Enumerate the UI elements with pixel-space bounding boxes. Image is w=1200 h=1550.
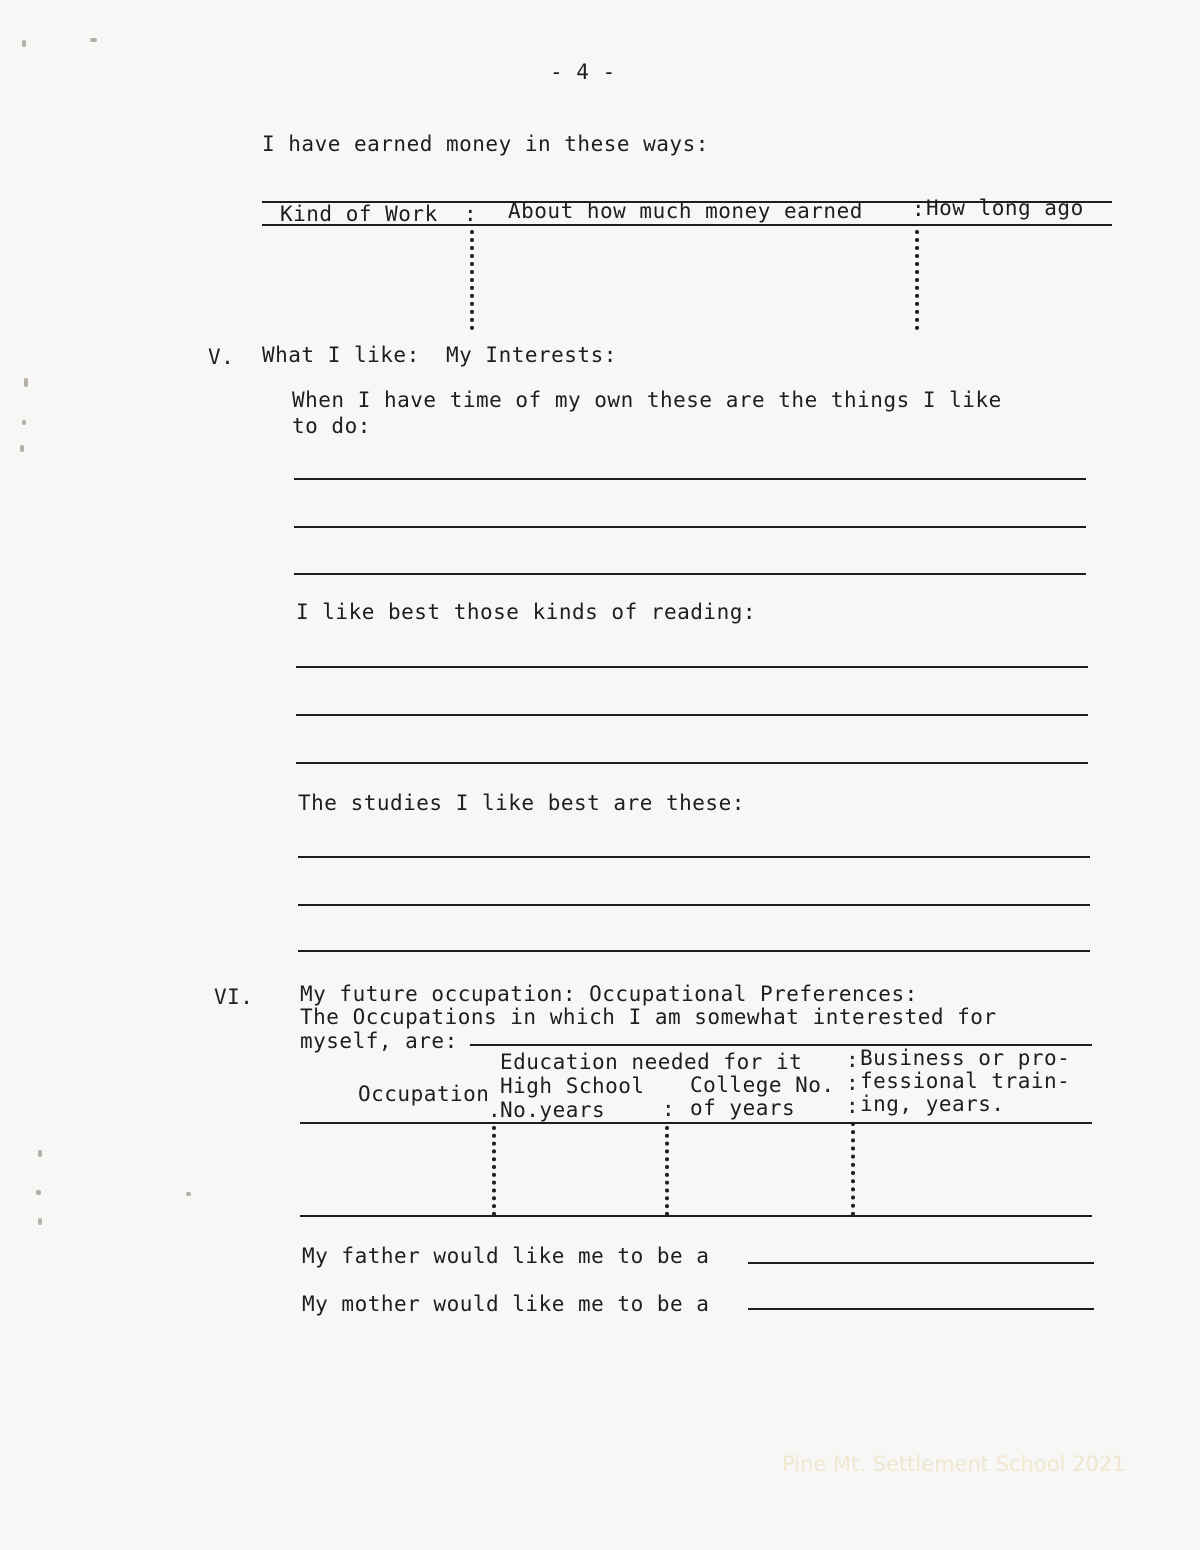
studies-answer-line-1[interactable] (298, 856, 1090, 858)
free-time-answer-line-3[interactable] (294, 573, 1086, 575)
occupations-myself-line: myself, are: (300, 1029, 458, 1053)
studies-answer-line-3[interactable] (298, 950, 1090, 952)
occ-header-college-2: of years (690, 1096, 796, 1120)
occ-column-divider-1 (492, 1126, 496, 1216)
occ-header-occupation: Occupation (358, 1082, 490, 1106)
reading-answer-line-2[interactable] (296, 714, 1088, 716)
page-number: - 4 - (550, 60, 616, 84)
father-wish-answer-line[interactable] (748, 1262, 1094, 1264)
occ-header-separator-business-3: : (846, 1094, 860, 1118)
father-wish-prompt: My father would like me to be a (302, 1244, 710, 1268)
future-occupation-heading: My future occupation: Occupational Preferences: (300, 982, 918, 1006)
earned-money-intro: I have earned money in these ways: (262, 132, 709, 156)
reading-answer-line-3[interactable] (296, 762, 1088, 764)
occ-header-business-1: Business or pro- (860, 1046, 1071, 1070)
watermark: Pine Mt. Settlement School 2021 (782, 1452, 1126, 1476)
section-v-numeral: V. (208, 345, 235, 369)
reading-prompt: I like best those kinds of reading: (296, 600, 757, 624)
occ-column-divider-3 (851, 1122, 855, 1216)
occ-header-separator-college: : (662, 1097, 676, 1121)
studies-prompt: The studies I like best are these: (298, 791, 745, 815)
reading-answer-line-1[interactable] (296, 666, 1088, 668)
earned-header-amount: About how much money earned (508, 199, 863, 223)
paper-speck (38, 1218, 42, 1225)
paper-speck (186, 1192, 191, 1196)
occ-header-high-school-1: High School (500, 1074, 645, 1098)
occ-header-business-2: fessional train- (860, 1069, 1071, 1093)
occ-header-separator-hs: . (488, 1098, 502, 1122)
free-time-answer-line-1[interactable] (294, 478, 1086, 480)
paper-speck (24, 378, 28, 387)
paper-speck (22, 420, 26, 425)
occupations-header-rule (300, 1122, 1092, 1124)
occ-header-education-needed: Education needed for it (500, 1050, 803, 1074)
mother-wish-prompt: My mother would like me to be a (302, 1292, 710, 1316)
earned-column-divider-1 (470, 230, 474, 330)
earned-header-how-long-ago: How long ago (926, 196, 1084, 220)
occ-column-divider-2 (665, 1126, 669, 1216)
paper-speck (22, 40, 26, 47)
earned-table-header-rule (262, 224, 1112, 226)
paper-speck (20, 445, 24, 452)
paper-speck (38, 1150, 42, 1157)
earned-header-separator-2: : (912, 197, 926, 221)
occ-header-separator-business-2: : (846, 1071, 860, 1095)
occ-header-college-1: College No. (690, 1073, 835, 1097)
paper-speck (90, 38, 97, 42)
occupations-bottom-rule (300, 1215, 1092, 1217)
earned-header-kind-of-work: Kind of Work (280, 202, 438, 226)
free-time-answer-line-2[interactable] (294, 526, 1086, 528)
section-vi-numeral: VI. (214, 985, 254, 1009)
section-v-heading: What I like: My Interests: (262, 343, 617, 367)
earned-column-divider-2 (915, 230, 919, 330)
earned-header-separator-1: : (464, 202, 478, 226)
studies-answer-line-2[interactable] (298, 904, 1090, 906)
mother-wish-answer-line[interactable] (748, 1308, 1094, 1310)
free-time-prompt-line1: When I have time of my own these are the things I like (292, 388, 1002, 412)
occ-header-business-3: ing, years. (860, 1092, 1005, 1116)
free-time-prompt-line2: to do: (292, 414, 371, 438)
occ-header-separator-business-1: : (846, 1048, 860, 1072)
occ-header-high-school-2: No.years (500, 1098, 606, 1122)
paper-speck (36, 1190, 41, 1195)
occupations-interested-line: The Occupations in which I am somewhat interested for (300, 1005, 997, 1029)
